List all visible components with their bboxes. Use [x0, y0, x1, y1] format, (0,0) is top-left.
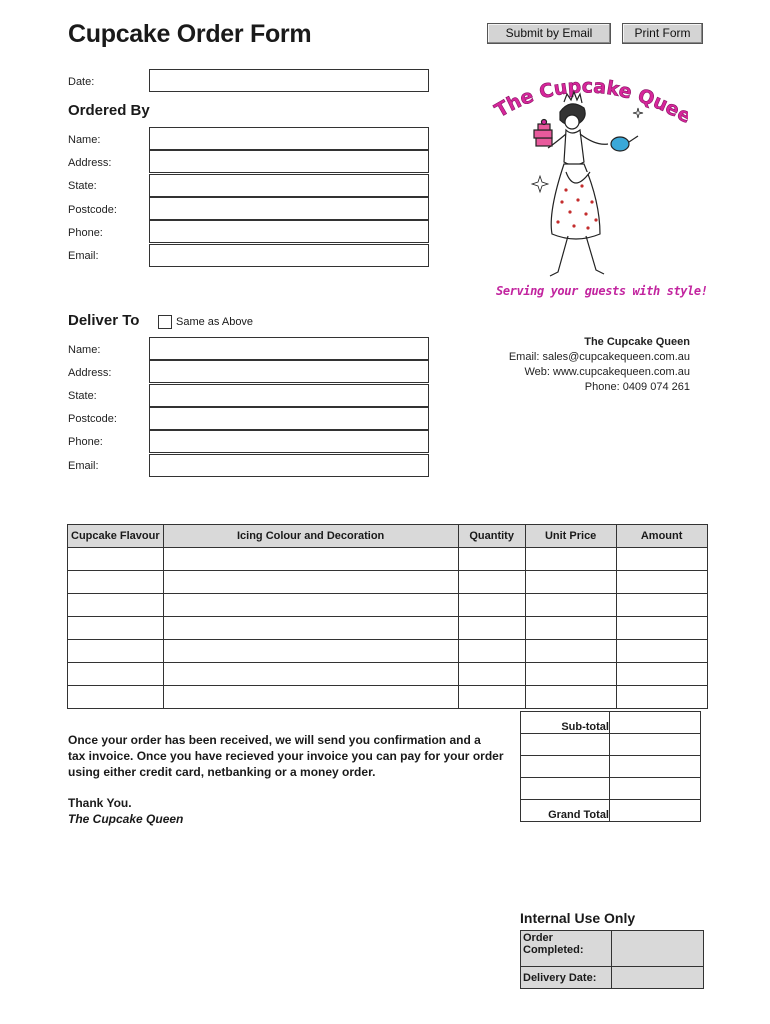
order-cell-input[interactable]	[525, 640, 616, 663]
deliver-postcode-label: Postcode:	[68, 413, 117, 425]
table-row	[68, 617, 708, 640]
deliver-email-label: Email:	[68, 460, 99, 472]
ordered-state-field[interactable]	[149, 174, 429, 197]
grand-total-label: Grand Total	[521, 800, 610, 822]
order-cell-input[interactable]	[458, 663, 525, 686]
column-header: Cupcake Flavour	[68, 525, 164, 548]
order-cell-input[interactable]	[458, 640, 525, 663]
ordered-postcode-label: Postcode:	[68, 204, 117, 216]
ordered-address-label: Address:	[68, 157, 112, 169]
subtotal-field[interactable]	[610, 712, 701, 734]
deliver-address-label: Address:	[68, 367, 112, 379]
discount-field[interactable]	[610, 778, 701, 800]
order-completed-field[interactable]	[612, 931, 704, 967]
deliver-name-label: Name:	[68, 344, 101, 356]
contact-email: Email: sales@cupcakequeen.com.au	[508, 351, 690, 363]
date-label: Date:	[68, 76, 95, 88]
table-row	[68, 663, 708, 686]
order-cell-input[interactable]	[458, 571, 525, 594]
ordered-postcode-field[interactable]	[149, 197, 429, 220]
order-cell-input[interactable]	[525, 548, 616, 571]
ordered-email-label: Email:	[68, 250, 99, 262]
print-form-button[interactable]: Print Form	[622, 23, 703, 44]
totals-table	[520, 711, 701, 822]
ordered-phone-label: Phone:	[68, 227, 103, 239]
order-cell-input[interactable]	[458, 686, 525, 709]
deliver-email-field[interactable]	[149, 454, 429, 477]
order-cell-input[interactable]	[68, 663, 164, 686]
delivery-label-cell	[521, 756, 610, 778]
tax-field[interactable]	[610, 734, 701, 756]
order-completed-label: Order Completed:	[521, 931, 612, 967]
ordered-state-label: State:	[68, 180, 97, 192]
table-row	[68, 686, 708, 709]
discount-label-cell	[521, 778, 610, 800]
ordered-name-label: Name:	[68, 134, 101, 146]
column-header: Icing Colour and Decoration	[163, 525, 458, 548]
order-cell-input[interactable]	[163, 548, 458, 571]
same-as-above-checkbox[interactable]	[158, 315, 172, 329]
order-cell-input[interactable]	[68, 640, 164, 663]
page-title: Cupcake Order Form	[68, 20, 312, 48]
order-message	[68, 732, 508, 827]
logo-tagline: Serving your guests with style!	[496, 284, 708, 298]
message-line: tax invoice. Once you have recieved your invoice you can pay for your order	[68, 749, 504, 763]
ordered-address-field[interactable]	[149, 150, 429, 173]
submit-by-email-button[interactable]: Submit by Email	[487, 23, 611, 44]
subtotal-label: Sub-total	[521, 712, 610, 734]
deliver-name-field[interactable]	[149, 337, 429, 360]
tax-label-cell	[521, 734, 610, 756]
deliver-phone-field[interactable]	[149, 430, 429, 453]
delivery-date-field[interactable]	[612, 967, 704, 989]
order-cell-input[interactable]	[458, 617, 525, 640]
order-cell-input[interactable]	[163, 640, 458, 663]
order-cell-input[interactable]	[616, 571, 707, 594]
deliver-state-field[interactable]	[149, 384, 429, 407]
column-header: Unit Price	[525, 525, 616, 548]
cupcake-queen-logo	[488, 72, 688, 307]
column-header: Amount	[616, 525, 707, 548]
order-cell-input[interactable]	[525, 686, 616, 709]
same-as-above-label: Same as Above	[176, 316, 254, 328]
message-line: Once your order has been received, we will send you confirmation and a	[68, 733, 481, 747]
order-cell-input[interactable]	[525, 571, 616, 594]
ordered-phone-field[interactable]	[149, 220, 429, 243]
order-cell-input[interactable]	[68, 617, 164, 640]
svg-text:The Cupcake Queen	[488, 72, 688, 128]
order-cell-input[interactable]	[68, 594, 164, 617]
order-cell-input[interactable]	[458, 548, 525, 571]
delivery-date-label: Delivery Date:	[521, 967, 612, 989]
order-cell-input[interactable]	[525, 663, 616, 686]
table-row	[68, 571, 708, 594]
order-table	[67, 524, 708, 709]
internal-use-heading: Internal Use Only	[520, 910, 636, 926]
order-cell-input[interactable]	[458, 594, 525, 617]
order-cell-input[interactable]	[616, 548, 707, 571]
order-cell-input[interactable]	[68, 571, 164, 594]
deliver-postcode-field[interactable]	[149, 407, 429, 430]
column-header: Quantity	[458, 525, 525, 548]
internal-use-table	[520, 930, 704, 989]
order-cell-input[interactable]	[616, 686, 707, 709]
order-cell-input[interactable]	[163, 571, 458, 594]
table-row	[68, 548, 708, 571]
order-cell-input[interactable]	[163, 663, 458, 686]
order-cell-input[interactable]	[616, 594, 707, 617]
contact-web: Web: www.cupcakequeen.com.au	[524, 366, 690, 378]
date-field[interactable]	[149, 69, 429, 92]
signature-text: The Cupcake Queen	[68, 812, 184, 826]
grand-total-field[interactable]	[610, 800, 701, 822]
delivery-field[interactable]	[610, 756, 701, 778]
order-cell-input[interactable]	[525, 617, 616, 640]
deliver-state-label: State:	[68, 390, 97, 402]
order-cell-input[interactable]	[616, 663, 707, 686]
order-cell-input[interactable]	[163, 617, 458, 640]
table-row	[68, 594, 708, 617]
table-row	[68, 640, 708, 663]
order-cell-input[interactable]	[163, 686, 458, 709]
message-line: using either credit card, netbanking or a money order.	[68, 765, 376, 779]
order-cell-input[interactable]	[68, 686, 164, 709]
order-cell-input[interactable]	[68, 548, 164, 571]
deliver-phone-label: Phone:	[68, 436, 103, 448]
ordered-email-field[interactable]	[149, 244, 429, 267]
thank-you-text: Thank You.	[68, 796, 132, 810]
order-cell-input[interactable]	[163, 594, 458, 617]
ordered-name-field[interactable]	[149, 127, 429, 150]
contact-phone: Phone: 0409 074 261	[584, 381, 690, 393]
deliver-to-heading: Deliver To	[68, 312, 140, 329]
order-cell-input[interactable]	[616, 640, 707, 663]
order-cell-input[interactable]	[525, 594, 616, 617]
ordered-by-heading: Ordered By	[68, 102, 150, 119]
contact-name: The Cupcake Queen	[584, 336, 690, 348]
order-table-header	[68, 525, 708, 548]
deliver-address-field[interactable]	[149, 360, 429, 383]
logo-text: The Cupcake Que	[491, 75, 684, 123]
order-cell-input[interactable]	[616, 617, 707, 640]
